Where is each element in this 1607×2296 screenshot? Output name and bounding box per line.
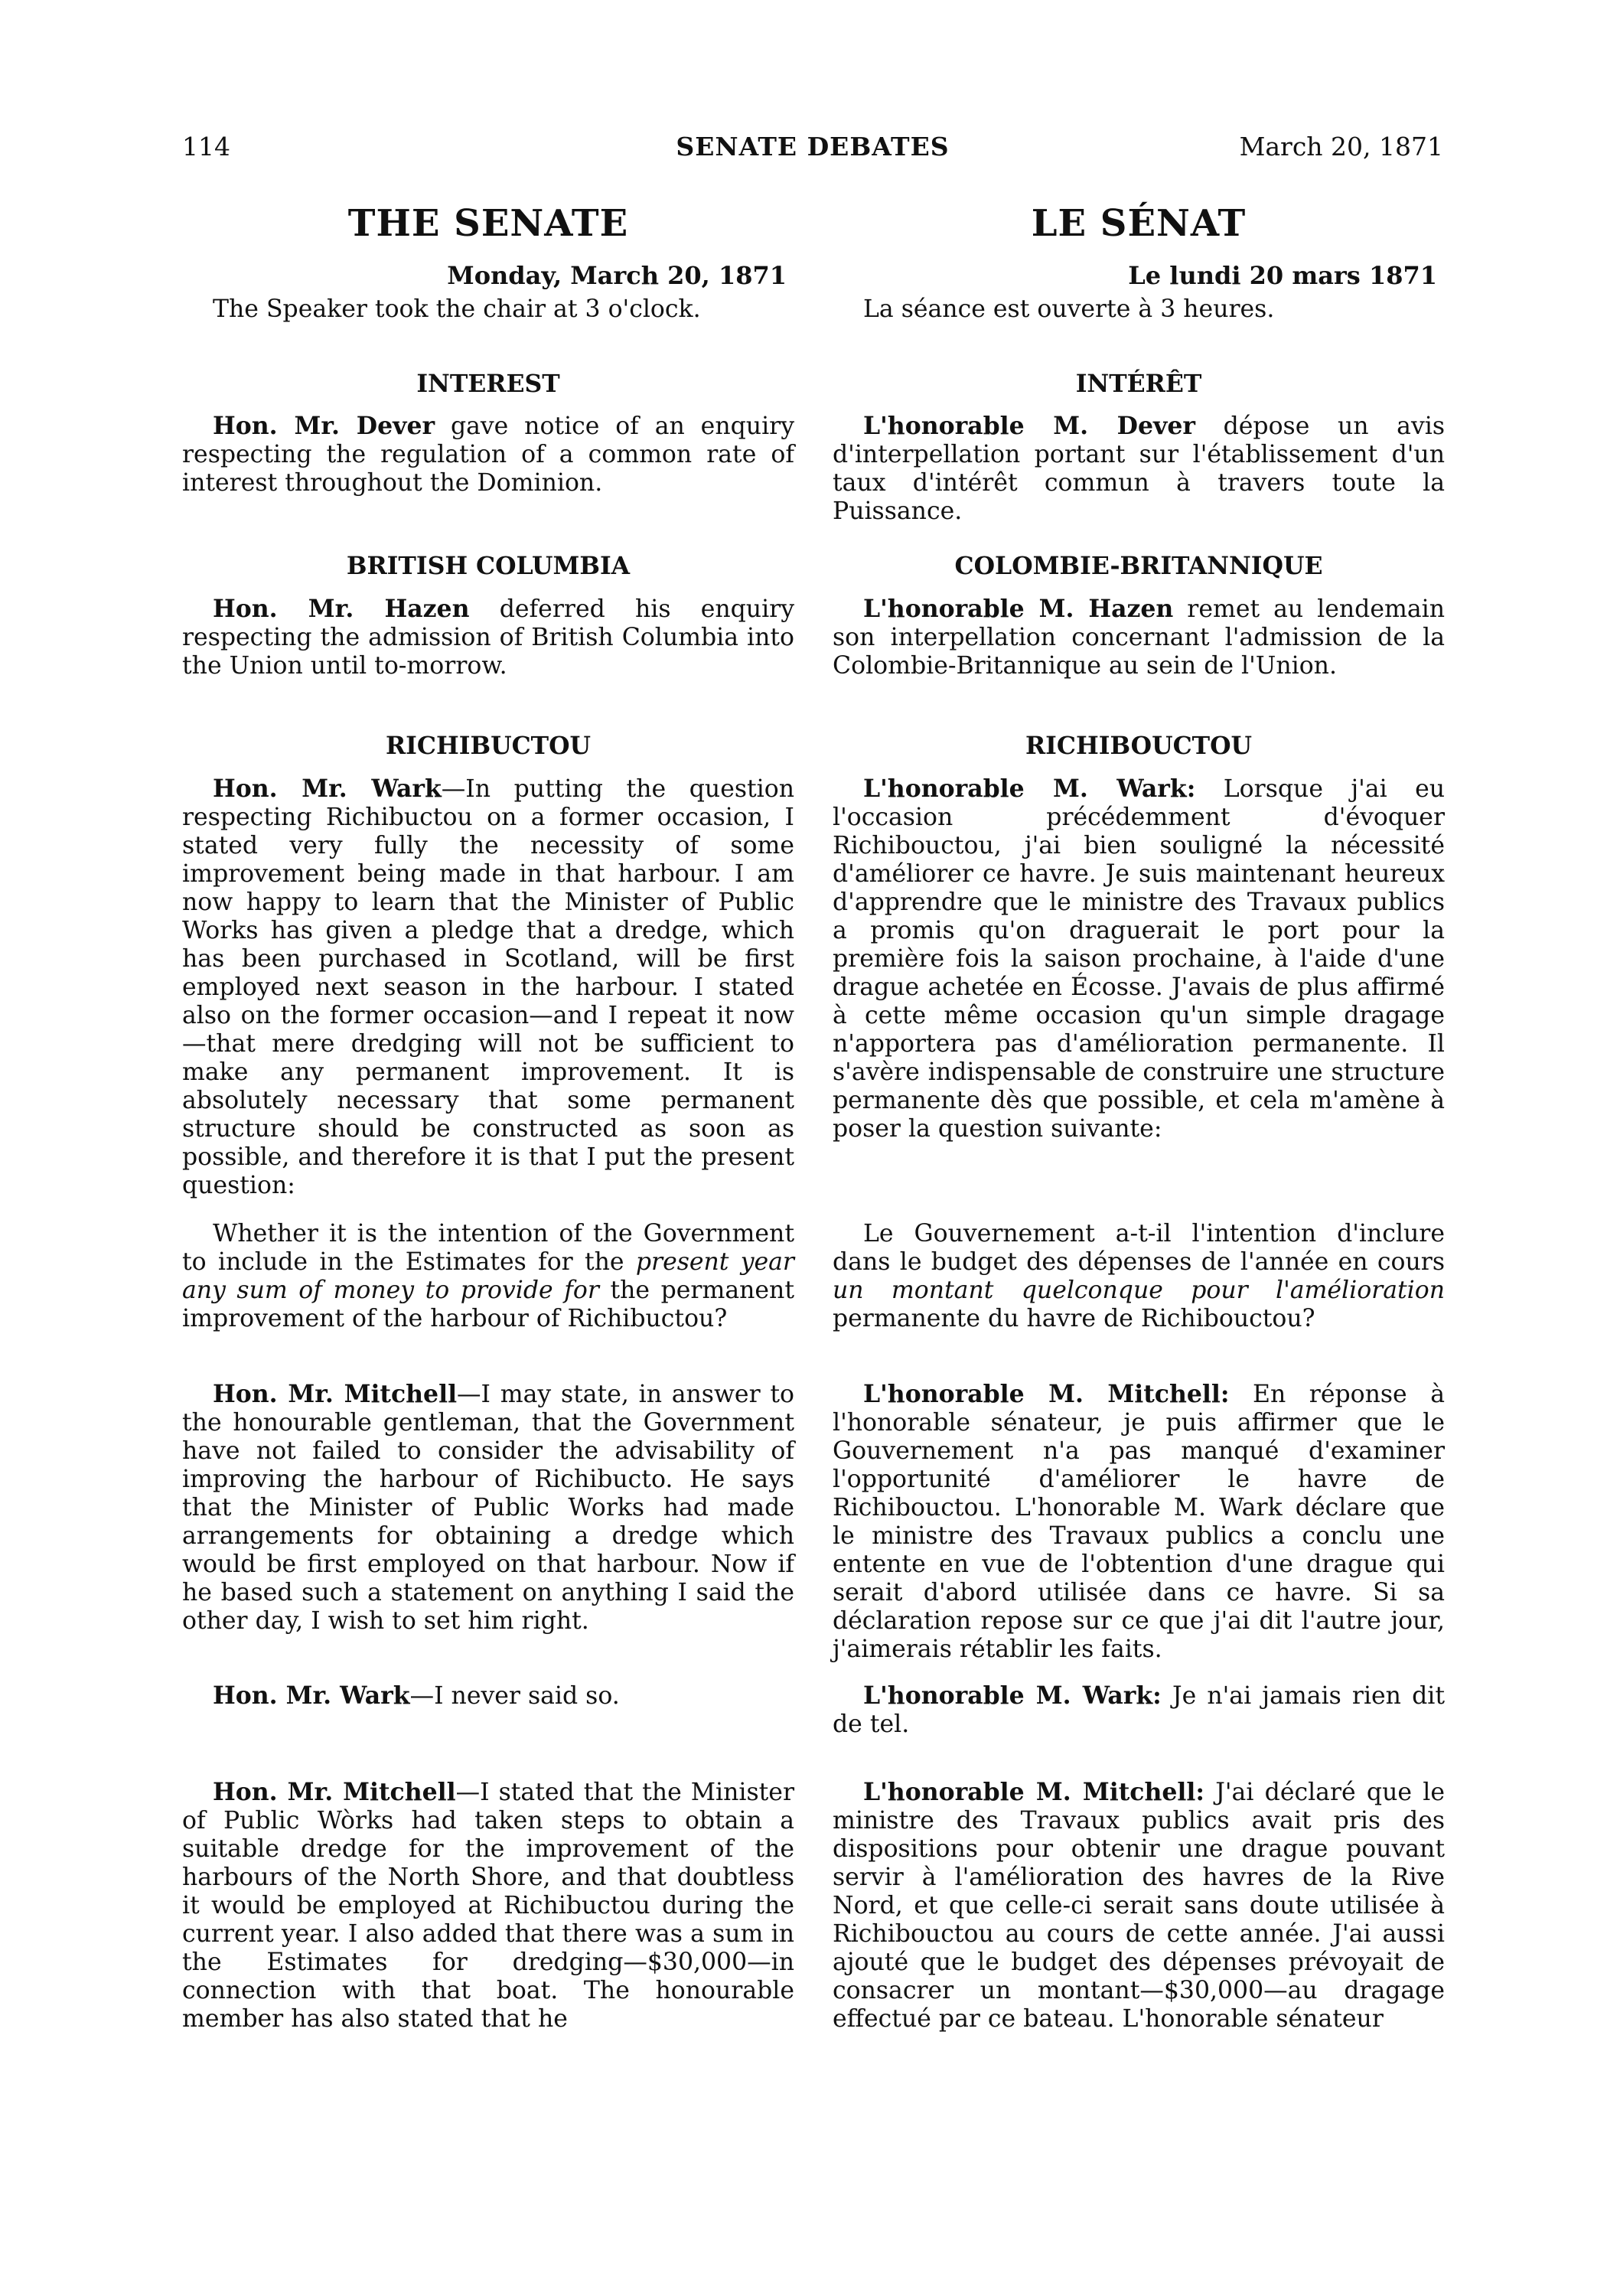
section-heading-colombie-britannique: COLOMBIE-BRITANNIQUE [954,552,1323,580]
paragraph-colombie-britannique [833,595,1445,680]
paragraph-text: —I stated that the Minister of Public Wòrks had taken steps to obtain a suitable dredge for the improvement of the harbours of the North Shore, and that doubtless it would be employed at Richibuctou during the current year. I also added that there was a sum in the Estimates for dredging—$30,000—in connection with that boat. The honourable member has also stated that he [182,1779,794,2033]
paragraph-british-columbia [182,595,794,680]
speaker-name: Hon. Mr. Mitchell [213,1778,456,1806]
paragraph-interest [182,412,794,497]
speaker-name: Hon. Mr. Wark [213,1681,410,1710]
paragraph-mitchell-statement-fr [833,1778,1445,2033]
paragraph-text: —I may state, in answer to the honourable gentleman, that the Government have not failed to consider the advisability of improving the harbour of Richibucto. He says that the Minister of Public Works had made arrangements for obtaining a dredge which would be first employed on that harbour. Now if he based such a statement on anything I said the other day, I wish to set him right. [182,1381,795,1635]
section-heading-richibuctou: RICHIBUCTOU [386,732,591,760]
paragraph-mitchell-statement [182,1778,794,2033]
sitting-date: Monday, March 20, 1871 [447,261,787,290]
speaker-name: Hon. Mr. Hazen [213,595,470,623]
running-head [182,132,1443,170]
paragraph-text: Je n'ai jamais rien dit de tel. [833,1682,1445,1738]
opening-line: The Speaker took the chair at 3 o'clock. [213,295,701,323]
speaker-name: L'honorable M. Wark: [863,775,1196,803]
section-heading-richibouctou: RICHIBOUCTOU [1025,732,1253,760]
italic-text: un montant quelconque pour l'amélioration [833,1277,1445,1304]
speaker-name: Hon. Mr. Wark [213,775,442,803]
paragraph-text: —I never said so. [409,1682,620,1710]
opening-line-fr: La séance est ouverte à 3 heures. [863,295,1275,323]
paragraph-question-text-fr [833,1220,1445,1333]
running-head-title: SENATE DEBATES [676,132,950,161]
paragraph-text: Lorsque j'ai eu l'occasion précédemment d'évoquer Richibouctou, j'ai bien souligné la nécessité d'améliorer ce havre. Je suis maintenant heureux d'apprendre que le ministre des Travaux publics a promis qu'on draguerait le port pour la première fois la saison prochaine, à l'aide d'une drague achetée en Écosse. J'avais de plus affirmé à cette même occasion qu'un simple dragage n'apportera pas d'amélioration permanente. Il s'avère indispensable de construire une structure permanente dès que possible, et cela m'amène à poser la question suivante: [833,775,1446,1143]
speaker-name: L'honorable M. Hazen [863,595,1174,623]
speaker-name: L'honorable M. Mitchell: [863,1380,1230,1408]
speaker-name: Hon. Mr. Mitchell [213,1380,458,1408]
paragraph-text: permanente du havre de Richibouctou? [833,1305,1315,1332]
section-heading-british-columbia: BRITISH COLUMBIA [346,552,631,580]
paragraph-text: gave notice of an enquiry respecting the regulation of a common rate of interest throughout the Dominion. [182,413,794,497]
paragraph-text: Whether it is the intention of the Government to include in the Estimates for the [182,1220,794,1276]
speaker-name: Hon. Mr. Dever [213,412,435,440]
paragraph-text: the permanent improvement of the harbour of Richibuctou? [182,1277,794,1332]
page-title-fr: LE SÉNAT [1031,202,1247,245]
paragraph-wark-reply-fr [833,1681,1445,1739]
page-number: 114 [182,132,230,161]
paragraph-text: Le Gouvernement a-t-il l'intention d'inclure dans le budget des dépenses de l'année en cours [833,1220,1445,1276]
paragraph-text: deferred his enquiry respecting the admission of British Columbia into the Union until to-morrow. [182,595,794,680]
paragraph-wark-reply [182,1681,794,1711]
section-heading-interet: INTÉRÊT [1075,370,1202,398]
paragraph-text: remet au lendemain son interpellation concernant l'admission de la Colombie-Britannique au sein de l'Union. [833,595,1445,680]
paragraph-wark-question-fr [833,775,1445,1143]
paragraph-question-text [182,1220,794,1333]
paragraph-mitchell-answer-fr [833,1380,1445,1664]
italic-text: present year any sum of money to provide for [182,1248,794,1304]
paragraph-text: J'ai déclaré que le ministre des Travaux publics avait pris des dispositions pour obtenir une drague pouvant servir à l'amélioration des havres de la Rive Nord, et que celle-ci serait sans doute utilisée à Richibouctou au cours de cette année. J'ai aussi ajouté que le budget des dépenses prévoyait de consacrer un montant—$30,000—au dragage effectué par ce bateau. L'honorable sénateur [833,1779,1445,2033]
section-heading-interest: INTEREST [416,370,560,398]
paragraph-mitchell-answer [182,1380,794,1636]
speaker-name: L'honorable M. Dever [863,412,1195,440]
paragraph-wark-question [182,775,794,1200]
paragraph-text: —In putting the question respecting Richibuctou on a former occasion, I stated very fully the necessity of some improvement being made in that harbour. I am now happy to learn that the Minister of Public Works has given a pledge that a dredge, which has been purchased in Scotland, will be first employed next season in the harbour. I stated also on the former occasion—and I repeat it now—that mere dredging will not be sufficient to make any permanent improvement. It is absolutely necessary that some permanent structure should be constructed as soon as possible, and therefore it is that I put the present question: [182,775,794,1199]
speaker-name: L'honorable M. Mitchell: [863,1778,1204,1806]
sitting-date-fr: Le lundi 20 mars 1871 [1128,261,1437,290]
paragraph-text: En réponse à l'honorable sénateur, je puis affirmer que le Gouvernement n'a pas manqué d'examiner l'opportunité d'améliorer le havre de Richibouctou. L'honorable M. Wark déclare que le ministre des Travaux publics a conclu une entente en vue de l'obtention d'une drague qui serait d'abord utilisée dans ce havre. Si sa déclaration repose sur ce que j'ai dit l'autre jour, j'aimerais rétablir les faits. [833,1381,1445,1663]
page-title: THE SENATE [347,202,629,245]
running-head-date: March 20, 1871 [1239,132,1443,161]
speaker-name: L'honorable M. Wark: [863,1681,1162,1710]
paragraph-interet [833,412,1445,526]
paragraph-text: dépose un avis d'interpellation portant sur l'établissement d'un taux d'intérêt commun à travers toute la Puissance. [833,413,1445,525]
